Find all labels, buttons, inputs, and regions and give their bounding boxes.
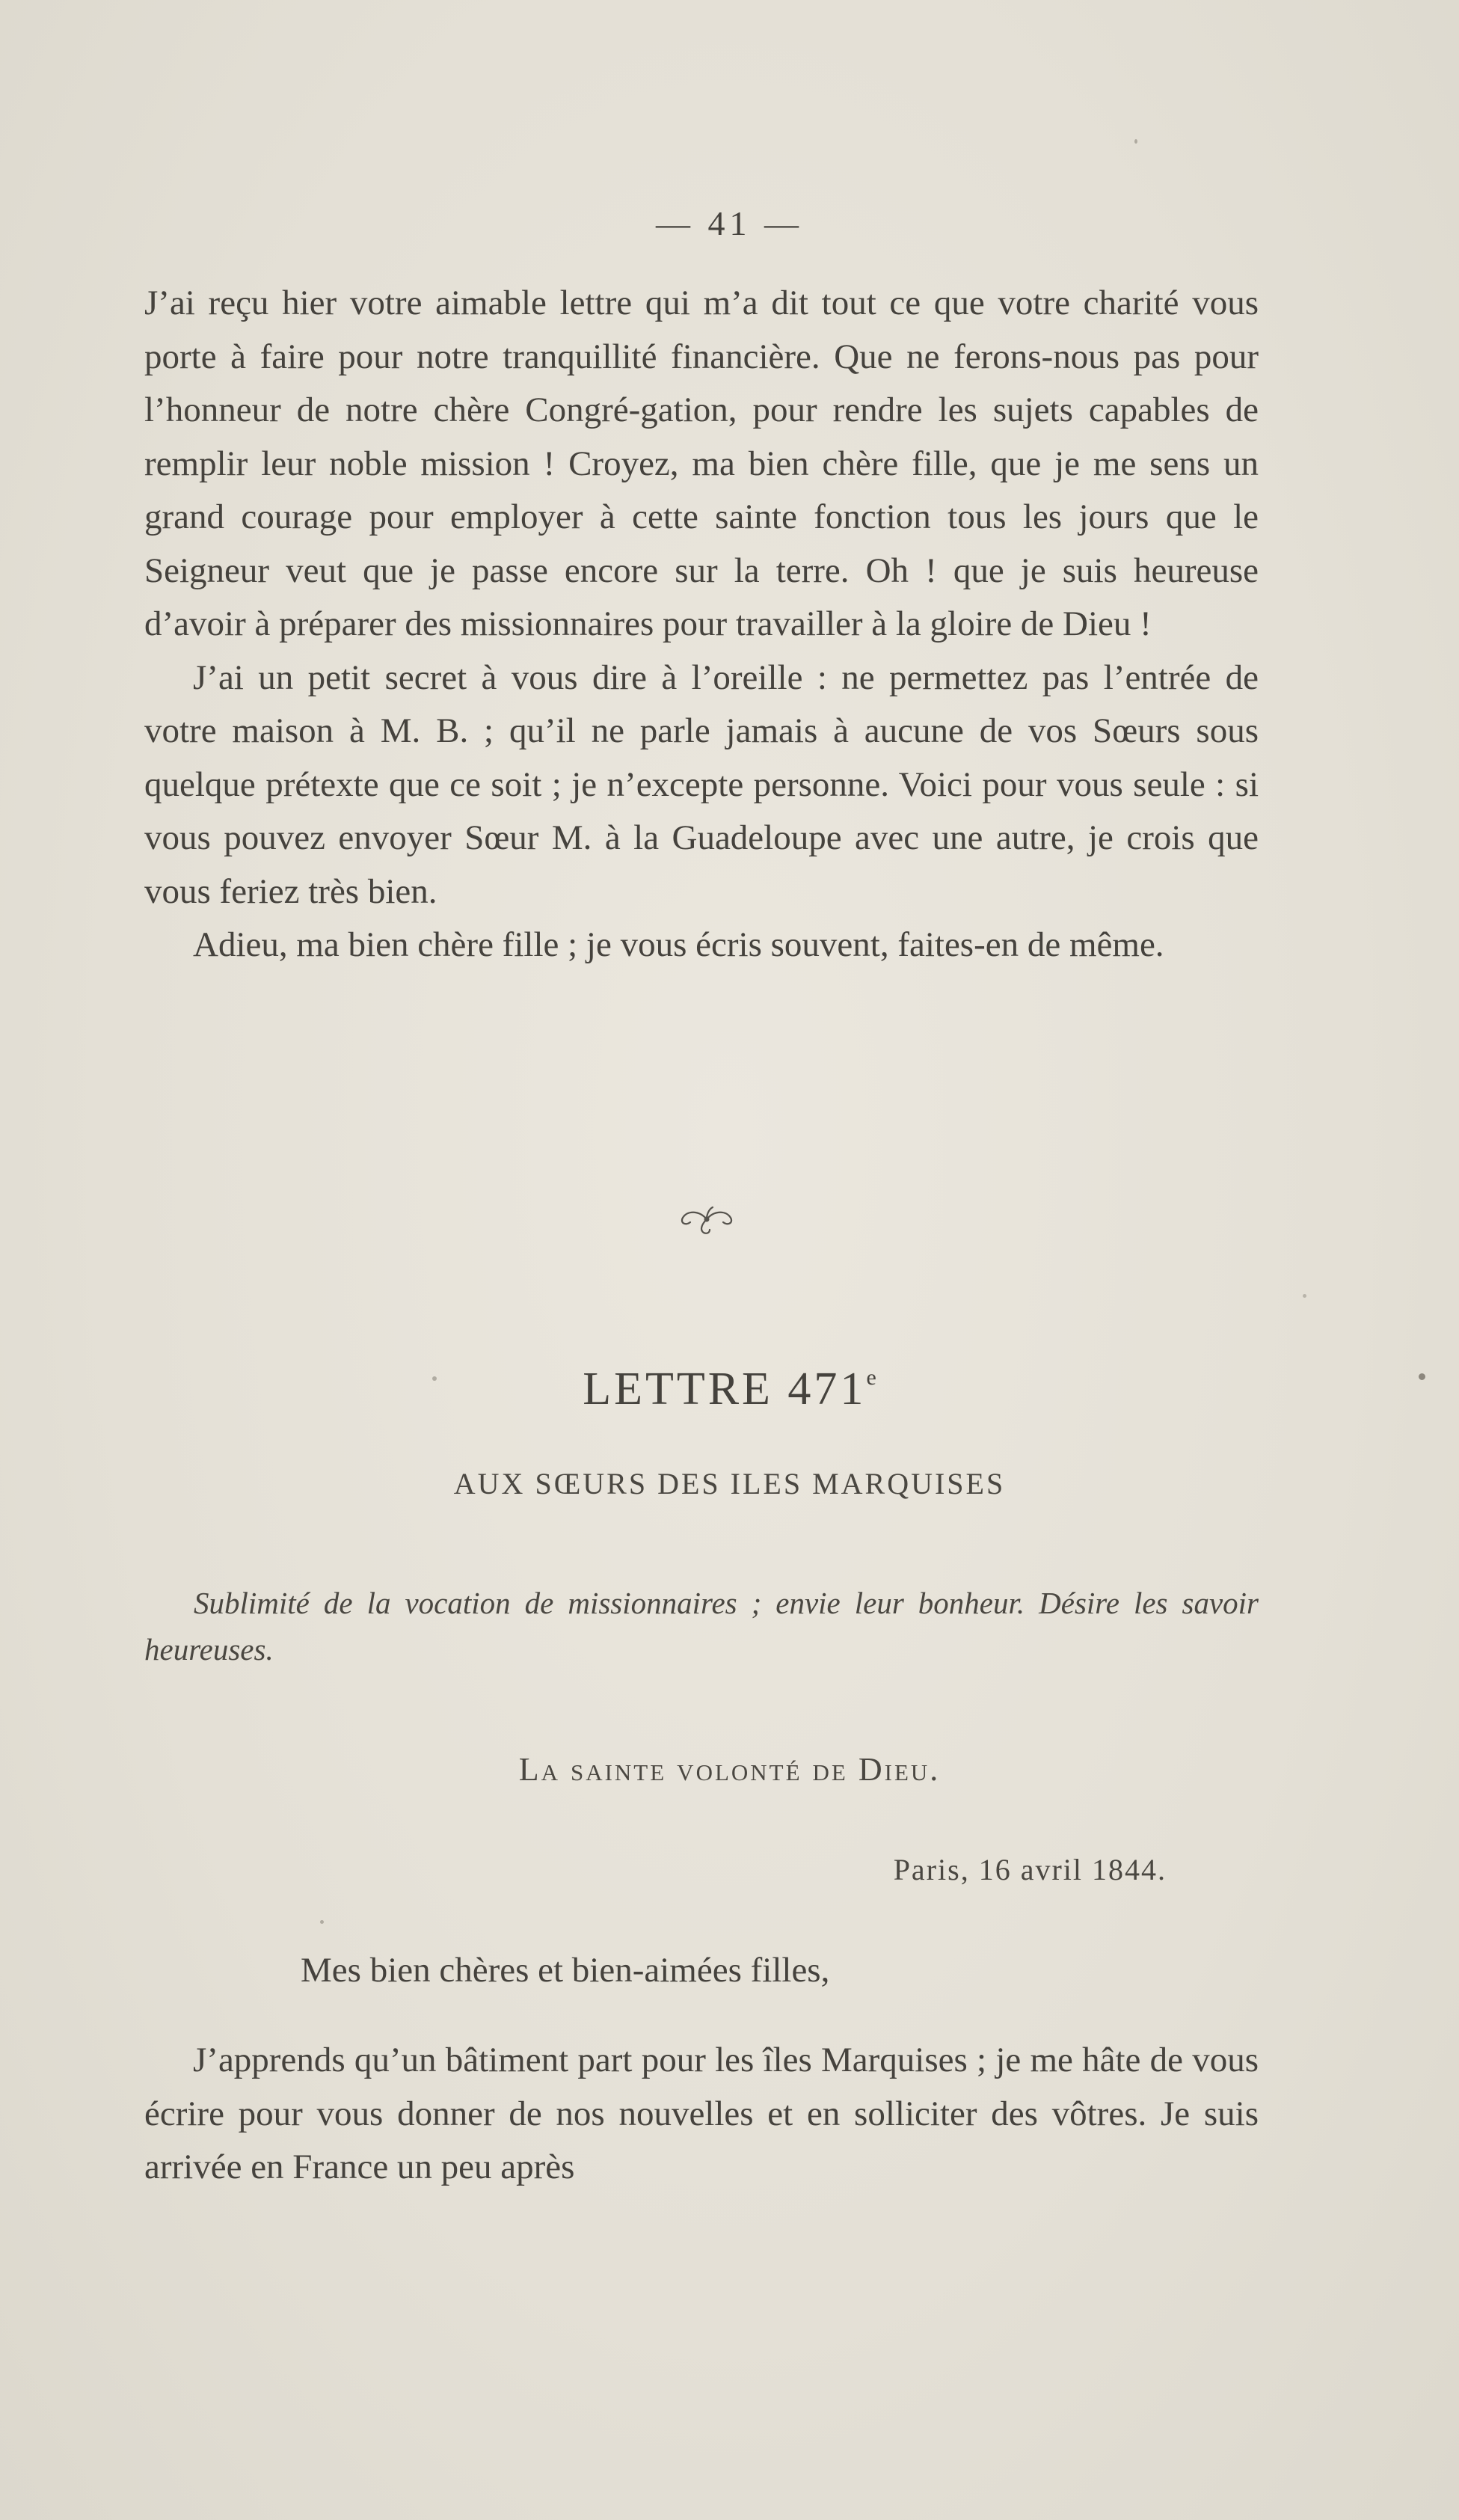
paragraph: J’ai un petit secret à vous dire à l’oreille : ne permettez pas l’entrée de votre maison à M. B. ; qu’il ne parle jamais à aucune de vos Sœurs sous quelque prétexte que ce soit ; je n’excepte personne. Voici pour vous seule : si vous pouvez envoyer Sœur M. à la Guadeloupe avec une autre, je crois que vous feriez très bien.	[144, 657, 1259, 911]
paragraph: Adieu, ma bien chère fille ; je vous écris souvent, faites-en de même.	[193, 925, 1164, 964]
paper-speck	[432, 1376, 437, 1381]
previous-letter-text	[144, 277, 1259, 972]
page-number: — 41 —	[656, 204, 803, 242]
letter-body-text	[144, 2034, 1259, 2195]
paragraph: J’ai reçu hier votre aimable lettre qui m’a dit tout ce que votre charité vous porte à faire pour notre tranquillité financière. Que ne ferons-nous pas pour l’honneur de notre chère Congré-gation, pour rendre les sujets capables de remplir leur noble mission ! Croyez, ma bien chère fille, que je me sens un grand courage pour employer à cette sainte fonction tous les jours que le Seigneur veut que je passe encore sur la terre. Oh ! que je suis heureuse d’avoir à préparer des missionnaires pour travailler à la gloire de Dieu !	[144, 283, 1259, 643]
paper-speck	[1419, 1373, 1425, 1380]
paper-speck	[320, 1920, 324, 1924]
letter-title-suffix: e	[866, 1365, 876, 1390]
letter-title	[0, 1363, 1459, 1416]
letter-salutation: Mes bien chères et bien-aimées filles,	[301, 1951, 830, 1990]
letter-motto: La sainte volonté de Dieu.	[518, 1751, 941, 1788]
letter-title-text: LETTRE 471	[583, 1364, 867, 1414]
letter-summary: Sublimité de la vocation de missionnaires ; envie leur bonheur. Désire les savoir heureuses.	[144, 1586, 1259, 1667]
letter-recipient: AUX SŒURS DES ILES MARQUISES	[453, 1467, 1006, 1500]
paragraph: J’apprends qu’un bâtiment part pour les îles Marquises ; je me hâte de vous écrire pour vous donner de nos nouvelles et en solliciter des vôtres. Je suis arrivée en France un peu après	[144, 2041, 1259, 2186]
paper-speck	[1134, 139, 1137, 144]
paper-speck	[1303, 1294, 1306, 1298]
letter-date-line: Paris, 16 avril 1844.	[893, 1853, 1167, 1886]
fleuron-ornament-icon	[677, 1203, 737, 1236]
